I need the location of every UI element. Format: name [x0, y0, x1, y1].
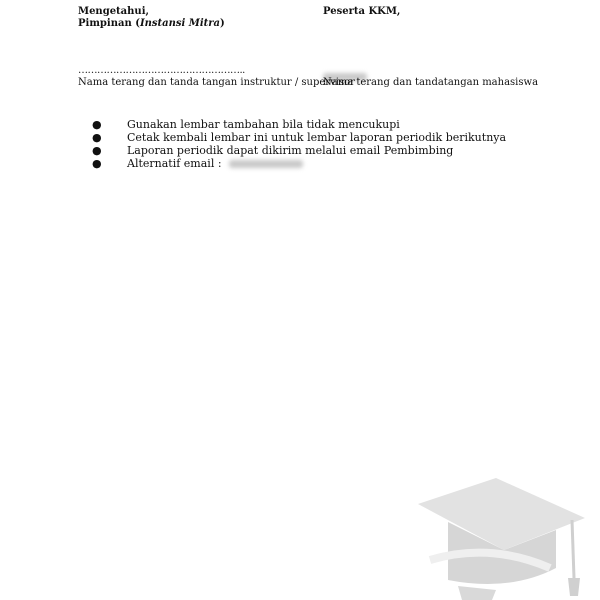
list-item	[92, 118, 532, 131]
note-text: Gunakan lembar tambahan bila tidak mencukupi	[127, 118, 400, 131]
bullet-icon: ●	[92, 144, 102, 157]
signature-left-heading: Mengetahui,	[78, 6, 149, 17]
email-redacted	[229, 160, 303, 168]
signature-left-title-suffix: )	[220, 18, 225, 29]
list-item	[92, 131, 532, 144]
note-text: Laporan periodik dapat dikirim melalui email Pembimbing	[127, 144, 454, 157]
graduation-cap-icon	[400, 470, 600, 600]
signature-left-dotted-line: ……………………………………………..	[78, 65, 245, 76]
note-text: Cetak kembali lembar ini untuk lembar laporan periodik berikutnya	[127, 131, 507, 144]
signature-left-title-italic: Instansi Mitra	[139, 18, 221, 29]
note-text	[127, 157, 303, 170]
signature-left-title-prefix: Pimpinan (	[78, 18, 140, 29]
list-item	[92, 144, 532, 157]
signature-right-heading: Peserta KKM,	[323, 6, 401, 17]
notes-list	[92, 118, 532, 170]
list-item	[92, 157, 532, 170]
signature-right-caption: Nama terang dan tandatangan mahasiswa	[323, 77, 539, 88]
bullet-icon: ●	[92, 131, 102, 144]
bullet-icon: ●	[92, 157, 102, 170]
signature-left-title	[78, 18, 225, 30]
signature-left-caption: Nama terang dan tanda tangan instruktur / supervisor	[78, 77, 355, 88]
alternative-email-label: Alternatif email :	[127, 157, 222, 170]
bullet-icon: ●	[92, 118, 102, 131]
